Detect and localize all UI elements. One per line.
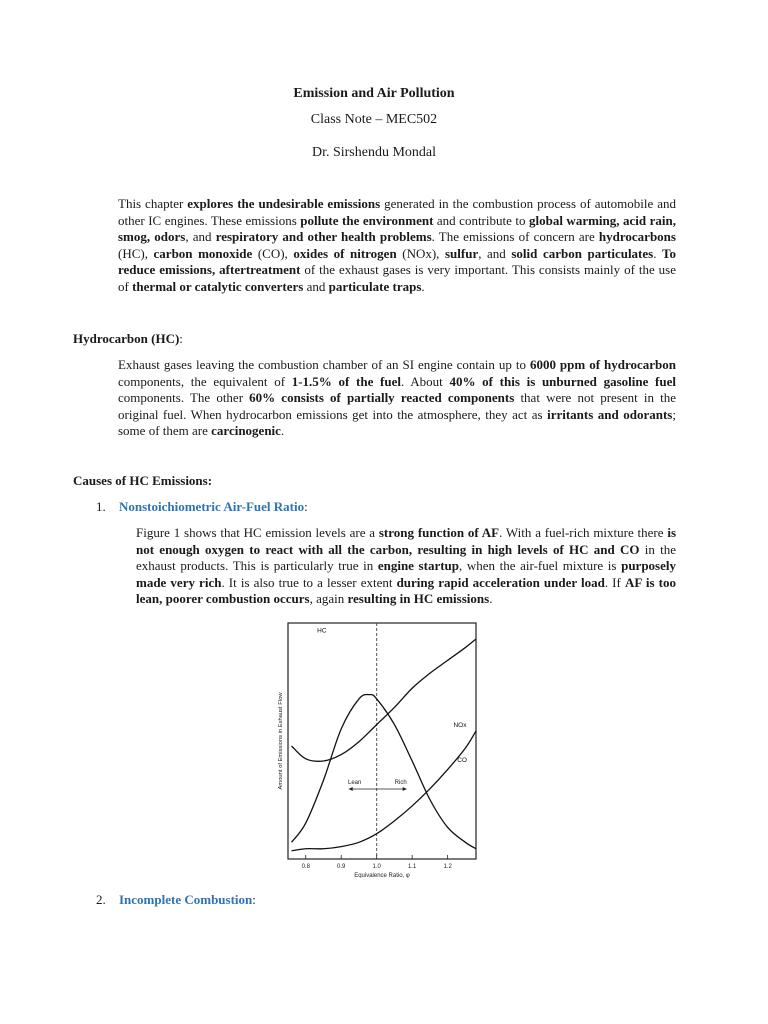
plot-frame (288, 623, 476, 859)
body-text: , and (185, 229, 216, 244)
emphasis-text: engine startup (377, 558, 460, 573)
body-text: of the exhaust gases is very important. This consists mainly of the use of (118, 262, 676, 294)
emphasis-text: strong function of AF (378, 525, 500, 540)
x-axis-label: Equivalence Ratio, φ (354, 873, 410, 878)
list-suffix: : (304, 499, 308, 514)
emphasis-text: To reduce emissions, aftertreatment (118, 245, 677, 277)
body-text: (NOx), (396, 245, 445, 261)
body-text: . It is also true to a lesser extent (221, 574, 397, 590)
course-label: Class Note – MEC502 (310, 112, 438, 127)
body-text: (HC), (118, 245, 154, 261)
body-text: . (280, 423, 285, 438)
emphasis-text: sulfur (445, 245, 479, 261)
rich-annotation: Rich (394, 780, 407, 786)
emphasis-text: resulting in HC emissions (347, 591, 490, 606)
emissions-chart (272, 616, 482, 878)
emphasis-text: oxides of nitrogen (293, 245, 397, 261)
emphasis-text: 1-1.5% of the fuel (291, 373, 401, 389)
emissions-figure (272, 616, 482, 878)
list-suffix: : (252, 892, 256, 907)
causes-heading: Causes of HC Emissions: (73, 473, 213, 488)
body-text: . The emissions of concern are (431, 229, 599, 244)
body-text: components, the equivalent of (118, 373, 292, 389)
emphasis-text: explores the undesirable emissions (187, 196, 381, 211)
body-text: , and (478, 245, 512, 261)
list-number: 1. (96, 499, 106, 514)
emphasis-text: respiratory and other health problems (215, 229, 432, 244)
emphasis-text: 40% of this is unburned gasoline fuel (449, 373, 676, 389)
body-text: and contribute to (433, 212, 529, 228)
list-number: 2. (96, 892, 106, 907)
body-text: . With a fuel-rich mixture there (499, 525, 668, 540)
series-line-hc (292, 639, 476, 761)
arrowhead-left-icon (349, 787, 353, 791)
lean-annotation: Lean (347, 780, 362, 786)
y-axis-label: Amount of Emissions in Exhaust Flow (278, 692, 284, 790)
arrowhead-right-icon (403, 787, 407, 791)
list-item (96, 892, 256, 908)
body-text: ; some of them are (118, 406, 676, 438)
intro-paragraph (118, 196, 676, 295)
body-text: . (653, 245, 663, 261)
body-text: This chapter (118, 196, 188, 211)
body-text: . About (401, 373, 450, 389)
body-text: Figure 1 shows that HC emission levels are a (136, 525, 379, 540)
body-text: and (303, 278, 329, 294)
series-label-hc: HC (317, 627, 327, 635)
x-tick-label: 0.9 (337, 864, 346, 870)
emphasis-text: is not enough oxygen to react with all the carbon, resulting in high levels of HC and CO (136, 525, 676, 557)
body-text: in the exhaust products. This is particularly true in (136, 541, 676, 573)
cause-link-nonstoichiometric[interactable]: Nonstoichiometric Air-Fuel Ratio (119, 499, 305, 514)
body-text: generated in the combustion process of automobile and other IC engines. These emissions (118, 196, 676, 228)
emphasis-text: hydrocarbons (598, 229, 676, 244)
x-tick-label: 1.2 (443, 864, 452, 870)
x-tick-label: 1.0 (372, 864, 381, 870)
series-label-co: CO (457, 757, 467, 765)
emphasis-text: thermal or catalytic converters (132, 278, 304, 294)
author-name: Dr. Sirshendu Mondal (311, 145, 437, 160)
emphasis-text: global warming, acid rain, smog, odors (118, 212, 676, 244)
list-item (96, 499, 308, 515)
body-text: components. The other (118, 390, 250, 405)
emphasis-text: particulate traps (328, 278, 422, 294)
emphasis-text: carcinogenic (211, 423, 281, 438)
cause1-paragraph (136, 525, 676, 608)
hc-heading-colon: : (179, 331, 183, 346)
page-title: Emission and Air Pollution (293, 86, 455, 101)
body-text: that were not present in the original fuel. When hydrocarbon emissions get into the atmosphere, they act as (118, 390, 677, 422)
emphasis-text: during rapid acceleration under load (396, 574, 605, 590)
hc-paragraph (118, 357, 676, 440)
emphasis-text: carbon monoxide (153, 245, 253, 261)
body-text: Exhaust gases leaving the combustion chamber of an SI engine contain up to (118, 357, 530, 372)
emphasis-text: solid carbon particulates (511, 245, 654, 261)
hc-heading-label: Hydrocarbon (HC) (73, 331, 180, 346)
body-text: (CO), (252, 245, 294, 261)
emphasis-text: pollute the environment (300, 212, 434, 228)
x-tick-label: 0.8 (301, 864, 310, 870)
emphasis-text: irritants and odorants (547, 406, 673, 422)
emphasis-text: 60% consists of partially reacted components (249, 390, 515, 405)
emphasis-text: AF is too lean, poorer combustion occurs (136, 574, 676, 606)
body-text: , when the air-fuel mixture is (459, 558, 622, 573)
body-text: . If (604, 574, 625, 590)
body-text: . (489, 591, 493, 606)
emphasis-text: purposely made very rich (136, 558, 676, 590)
hc-heading (73, 331, 183, 347)
emphasis-text: 6000 ppm of hydrocarbon (529, 357, 676, 372)
cause-link-incomplete-combustion[interactable]: Incomplete Combustion (119, 892, 253, 907)
body-text: . (421, 278, 425, 294)
series-label-nox: NOx (453, 721, 467, 729)
x-tick-label: 1.1 (407, 864, 417, 870)
body-text: , again (309, 591, 348, 606)
